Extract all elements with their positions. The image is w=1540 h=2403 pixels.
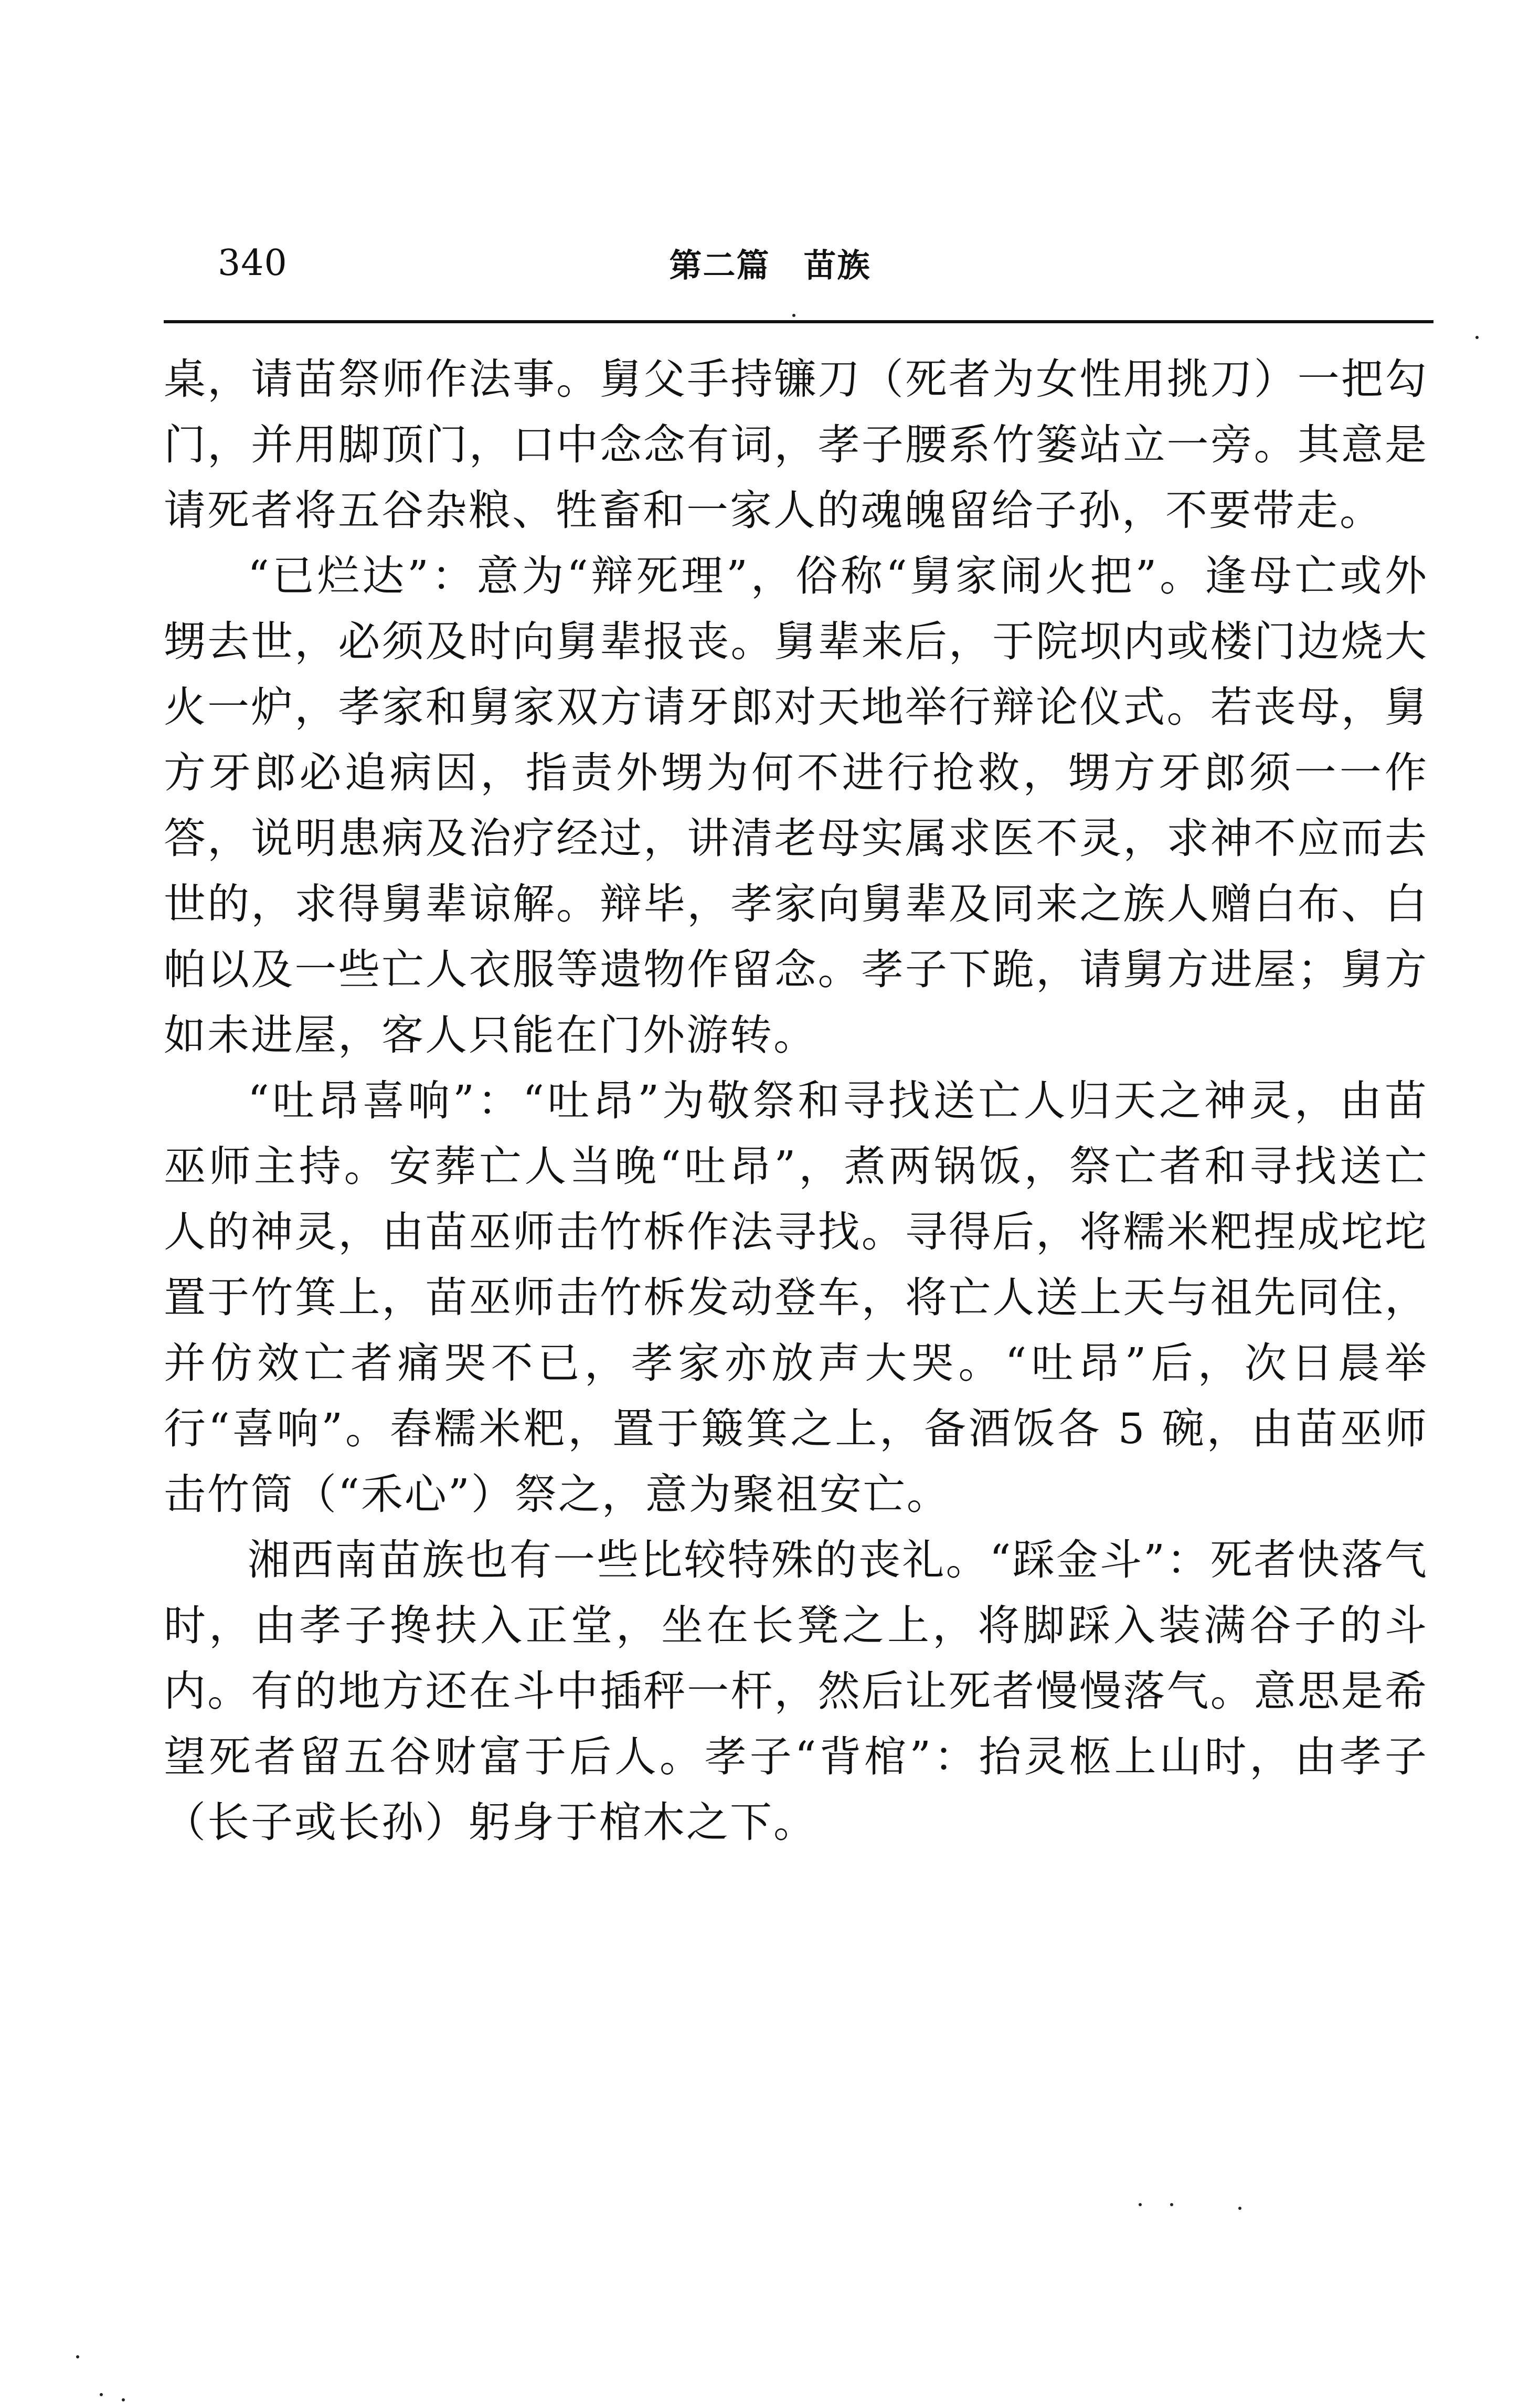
scan-speck	[122, 2398, 125, 2401]
paragraph-continued: 桌，请苗祭师作法事。舅父手持镰刀（死者为女性用挑刀）一把勾门，并用脚顶门，口中念念有词，孝子腰系竹篓站立一旁。其意是请死者将五谷杂粮、牲畜和一家人的魂魄留给子孙，不要带走。	[164, 355, 1428, 535]
scan-speck	[792, 314, 795, 317]
scan-speck	[1475, 336, 1479, 339]
body-text	[164, 346, 1428, 1855]
scan-speck	[100, 2393, 103, 2396]
scan-speck	[1170, 2203, 1173, 2206]
paragraph-special-funeral-rites: 湘西南苗族也有一些比较特殊的丧礼。“踩金斗”：死者快落气时，由孝子搀扶入正堂，坐在长凳之上，将脚踩入装满谷子的斗内。有的地方还在斗中插秤一杆，然后让死者慢慢落气。意思是希望死者留五谷财富于后人。孝子“背棺”：抬灵柩上山时，由孝子（长子或长孙）躬身于棺木之下。	[164, 1536, 1428, 1847]
header-rule	[164, 320, 1433, 323]
page-number: 340	[218, 242, 288, 284]
running-head: 第二篇 苗族	[669, 246, 871, 284]
paragraph-tu-ang-xi-xiang: “吐昂喜响”：“吐昂”为敬祭和寻找送亡人归天之神灵，由苗巫师主持。安葬亡人当晚“吐昂”，煮两锅饭，祭亡者和寻找送亡人的神灵，由苗巫师击竹柝作法寻找。寻得后，将糯米粑捏成坨坨置于竹箕上，苗巫师击竹柝发动登车，将亡人送上天与祖先同住，并仿效亡者痛哭不已，孝家亦放声大哭。“吐昂”后，次日晨举行“喜响”。舂糯米粑，置于簸箕之上，备酒饭各 5 碗，由苗巫师击竹筒（“禾心”）祭之，意为聚祖安亡。	[164, 1076, 1428, 1519]
paragraph-bian-si-li: “已烂达”：意为“辩死理”，俗称“舅家闹火把”。逢母亡或外甥去世，必须及时向舅辈报丧。舅辈来后，于院坝内或楼门边烧大火一炉，孝家和舅家双方请牙郎对天地举行辩论仪式。若丧母，舅方牙郎必追病因，指责外甥为何不进行抢救，甥方牙郎须一一作答，说明患病及治疗经过，讲清老母实属求医不灵，求神不应而去世的，求得舅辈谅解。辩毕，孝家向舅辈及同来之族人赠白布、白帕以及一些亡人衣服等遗物作留念。孝子下跪，请舅方进屋；舅方如未进屋，客人只能在门外游转。	[164, 552, 1428, 1060]
scan-speck	[76, 2355, 79, 2358]
scan-speck	[1139, 2203, 1142, 2206]
scan-speck	[1238, 2207, 1241, 2210]
